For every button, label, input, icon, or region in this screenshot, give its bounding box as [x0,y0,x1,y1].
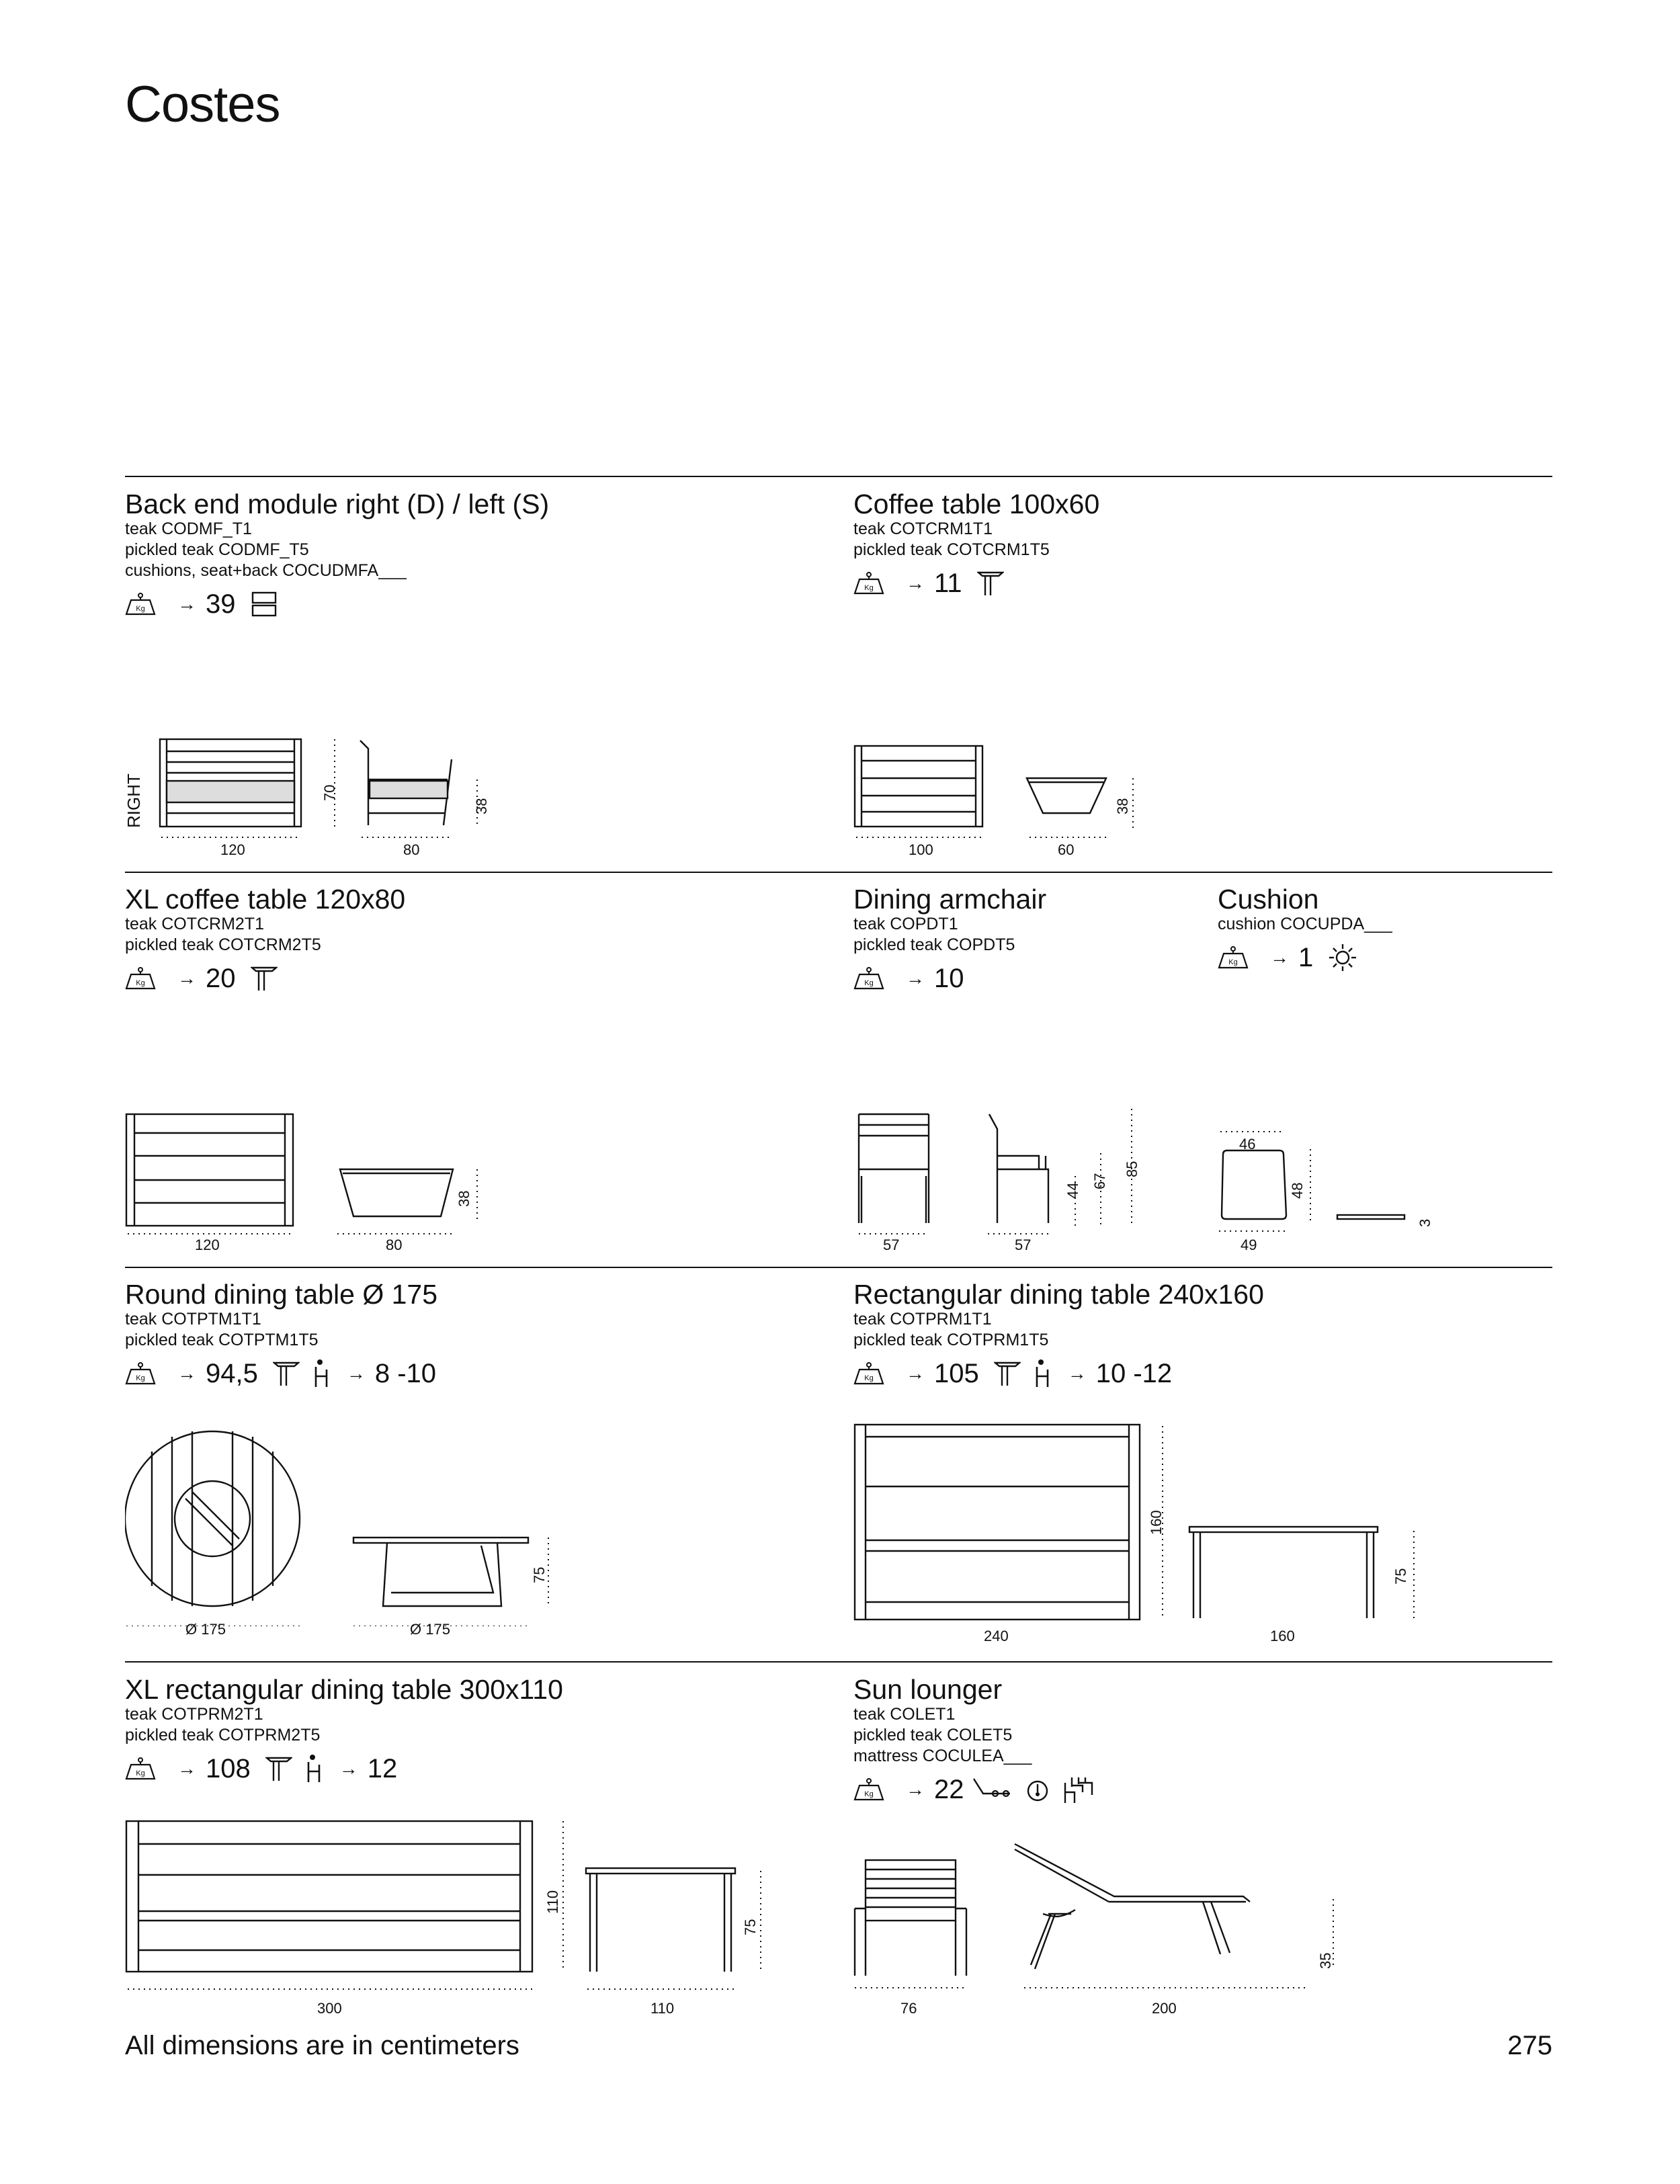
arrow-icon: → [1270,947,1289,968]
dimension-thickness: 3 [1417,1218,1433,1227]
arrow-icon: → [1067,1363,1087,1384]
side-label: RIGHT [124,773,144,828]
product-code: pickled teak COTCRM2T5 [125,935,321,954]
product-code: teak COPDT1 [853,915,958,933]
dimension-diameter-side: Ø 175 [410,1621,450,1638]
weight-icon [853,1362,884,1385]
xl-coffee-table-drawing [125,1102,488,1243]
dimension-seat-height: 38 [473,798,490,814]
seating-icon [1033,1359,1056,1388]
dimension-depth: 80 [403,841,420,858]
table-icon [977,570,1004,597]
stackable-icon [1062,1775,1095,1804]
weight-icon [853,1778,884,1801]
dimension-depth: 48 [1289,1182,1306,1199]
arrow-icon: → [177,593,196,614]
dimension-height: 75 [742,1919,759,1935]
dimension-height: 75 [1392,1568,1409,1585]
product-name: Coffee table 100x60 [853,489,1100,519]
table-icon [994,1360,1021,1387]
product-code: pickled teak COTPRM1T5 [853,1331,1049,1349]
arrow-icon: → [906,1363,925,1384]
product-code: teak COLET1 [853,1705,956,1724]
weight-icon [1218,946,1249,969]
weight-icon [853,572,884,595]
coffee-table-drawing [853,739,1149,847]
product-rectangular-dining-table [853,1279,1264,1390]
product-name: Sun lounger [853,1674,1003,1705]
arrow-icon: → [177,968,196,989]
product-code: cushions, seat+back COCUDMFA___ [125,561,407,580]
product-name: XL rectangular dining table 300x110 [125,1674,563,1705]
product-code: teak COTCRM1T1 [853,519,993,538]
weight-value: 105 [934,1358,979,1388]
product-code: pickled teak CODMF_T5 [125,540,309,559]
dimension-width: 100 [909,841,933,858]
product-code: pickled teak COTPRM2T5 [125,1726,321,1745]
recline-icon [971,1776,1013,1803]
dimension-height: 75 [531,1566,548,1583]
dimension-height: 70 [321,784,338,801]
back-end-module-drawing [125,732,501,867]
product-xl-coffee-table [125,884,405,995]
product-name: Rectangular dining table 240x160 [853,1279,1264,1310]
product-code: mattress COCULEA___ [853,1747,1032,1765]
weight-icon [125,593,156,616]
weight-value: 1 [1298,942,1314,972]
product-code: teak COTPRM2T1 [125,1705,263,1724]
weight-value: 20 [206,963,236,993]
product-name: Round dining table Ø 175 [125,1279,438,1310]
table-icon [265,1755,292,1782]
divider [125,1661,1552,1663]
arrow-icon: → [346,1363,366,1384]
arrow-icon: → [906,968,925,989]
product-round-dining-table [125,1279,451,1390]
dimension-seat-height: 44 [1064,1182,1081,1199]
dimension-width: 160 [1148,1510,1165,1535]
dimension-bottom-width: 49 [1241,1236,1257,1253]
product-code: pickled teak COLET5 [853,1726,1013,1745]
weight-value: 11 [934,568,962,598]
dimension-depth: 57 [1015,1236,1032,1253]
weight-icon [853,967,884,990]
divider [125,1267,1552,1268]
dimension-width: 76 [900,2000,917,2017]
dimension-length: 240 [984,1628,1009,1644]
product-xl-rectangular-dining-table [125,1675,563,1785]
xl-rectangular-dining-table-drawing [125,1814,797,2009]
round-dining-table-drawing [125,1425,569,1626]
weight-value: 108 [206,1753,251,1783]
dimension-diameter: Ø 175 [185,1621,226,1638]
dimension-depth: 80 [386,1236,403,1253]
arrow-icon: → [906,573,925,593]
dimension-height: 38 [456,1190,472,1207]
divider [125,872,1552,873]
dimension-arm-height: 67 [1091,1173,1108,1189]
product-name: XL coffee table 120x80 [125,884,406,915]
dimension-length: 200 [1152,2000,1177,2017]
weight-icon [125,1757,156,1780]
product-back-end-module [125,489,549,620]
weight-icon [125,967,156,990]
weight-value: 10 [934,963,964,993]
dimension-width: 120 [220,841,245,858]
product-code: teak COTCRM2T1 [125,915,264,933]
arrow-icon: → [177,1758,196,1779]
product-name: Cushion [1218,884,1319,915]
arrow-icon: → [906,1779,925,1800]
product-code: pickled teak COTPTM1T5 [125,1331,319,1349]
weight-value: 39 [206,589,236,619]
sun-lounger-drawing [853,1835,1364,2009]
footer-note: All dimensions are in centimeters [125,2031,519,2060]
table-icon [273,1360,300,1387]
page-number: 275 [1507,2031,1552,2060]
product-sun-lounger [853,1675,1107,1806]
product-code: teak COTPTM1T1 [125,1310,261,1329]
product-cushion [1218,884,1392,974]
dimension-width: 46 [1239,1136,1256,1152]
weight-value: 94,5 [206,1358,258,1388]
product-name: Dining armchair [853,884,1047,915]
dimension-height: 35 [1317,1952,1334,1969]
arrow-icon: → [177,1363,196,1384]
dimension-width: 120 [195,1236,220,1253]
dimension-height: 38 [1114,798,1131,814]
dimension-width: 57 [883,1236,900,1253]
product-code: teak CODMF_T1 [125,519,252,538]
weight-value: 22 [934,1774,964,1804]
weight-icon [125,1362,156,1385]
module-icon [251,591,278,618]
dimension-height: 85 [1124,1161,1140,1177]
dimension-side-width: 110 [650,2000,675,2017]
dimension-side-width: 160 [1270,1628,1295,1644]
dimension-width: 110 [544,1890,561,1914]
seating-icon [312,1359,335,1388]
product-code: pickled teak COPDT5 [853,935,1015,954]
seats-value: 8 -10 [374,1358,437,1388]
sun-icon [1328,943,1357,972]
seating-icon [304,1754,327,1783]
dimension-depth: 60 [1058,841,1075,858]
table-icon [251,965,278,992]
product-dining-armchair [853,884,1046,995]
product-name: Back end module right (D) / left (S) [125,489,550,519]
page-title: Costes [125,76,280,133]
dimension-length: 300 [317,2000,342,2017]
wheel-icon [1025,1776,1050,1803]
product-code: cushion COCUPDA___ [1218,915,1392,933]
product-code: teak COTPRM1T1 [853,1310,992,1329]
seats-value: 10 -12 [1095,1358,1173,1388]
arrow-icon: → [339,1758,358,1779]
product-coffee-table [853,489,1099,599]
divider [125,476,1552,477]
product-code: pickled teak COTCRM1T5 [853,540,1050,559]
seats-value: 12 [367,1753,398,1783]
